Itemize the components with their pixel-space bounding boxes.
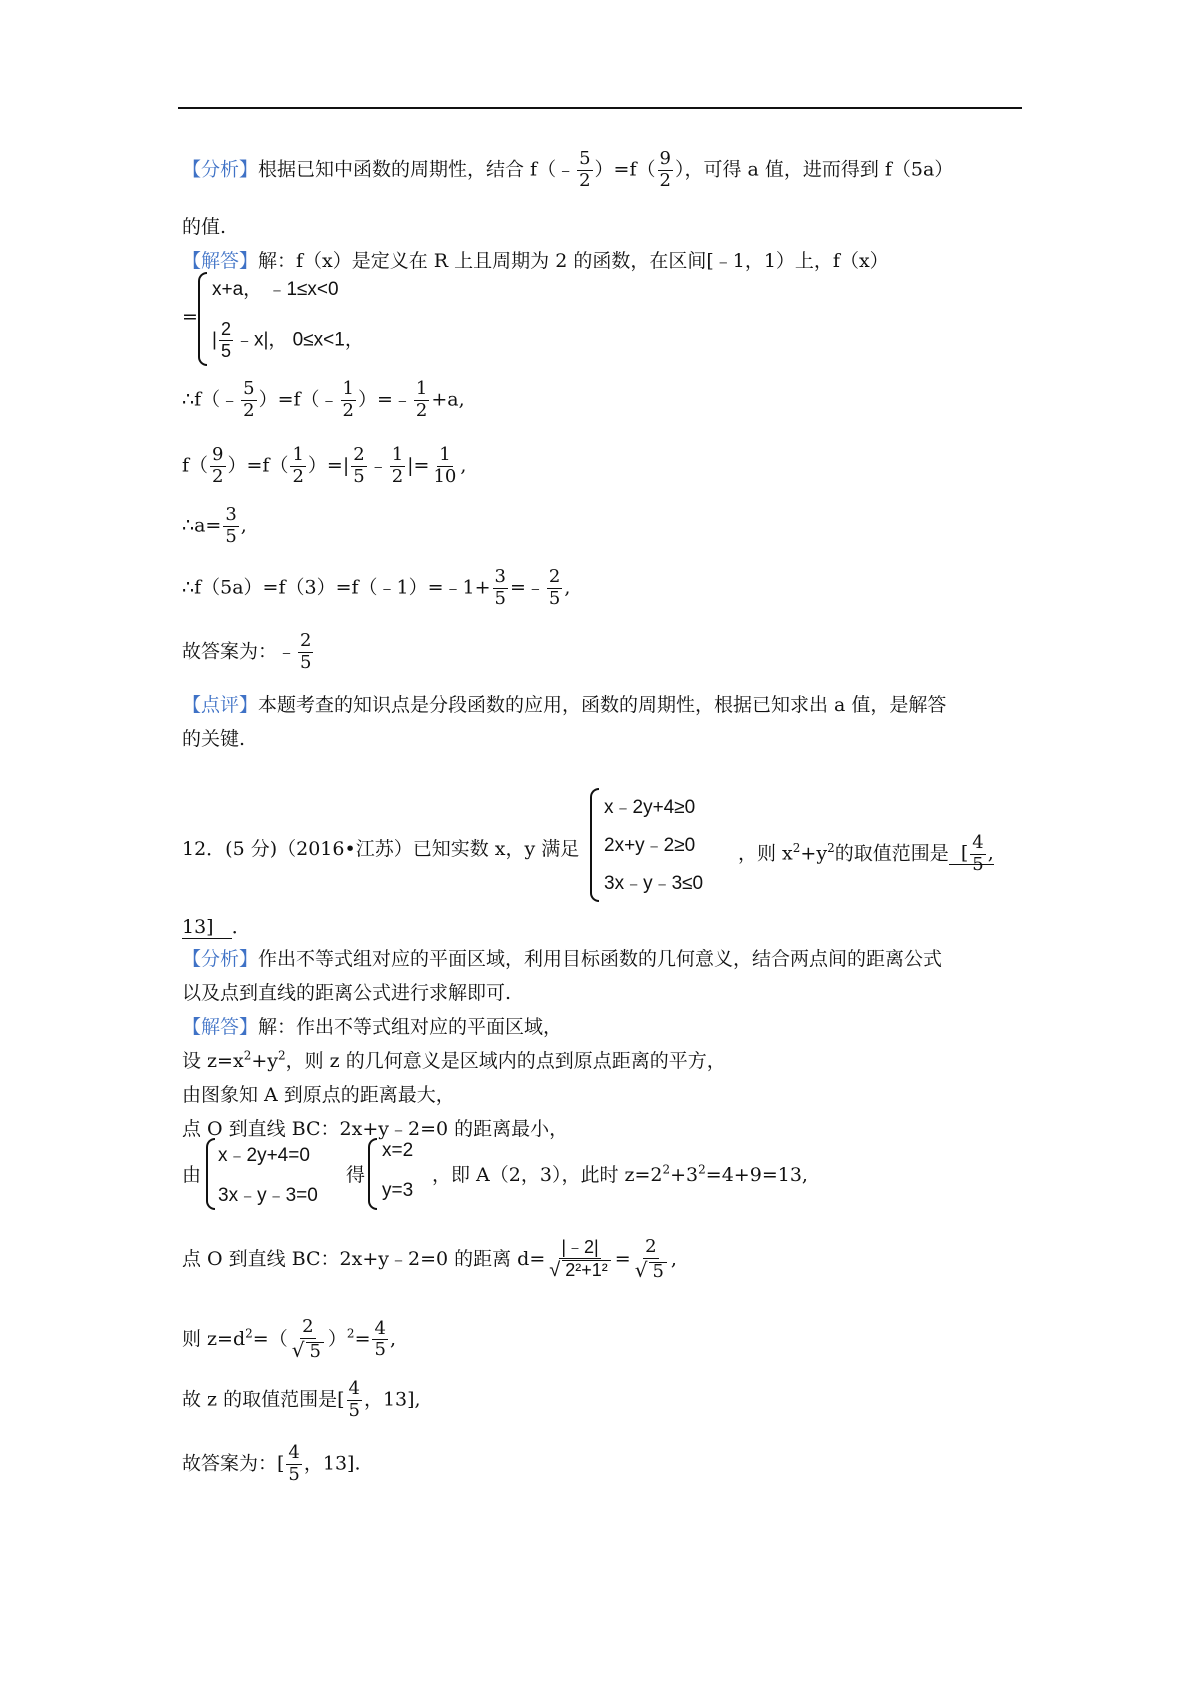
q11-final-answer: 故答案为：﹣ $\frac{2}{5}$	[182, 630, 312, 673]
system-ineq2: 2x+y﹣2≥0	[604, 835, 696, 856]
equation: 3x﹣y﹣3=0	[218, 1185, 318, 1206]
answer-blank: [ $\frac{4}{5}$ ,	[949, 842, 994, 865]
q11-comment-line2: 的关键.	[182, 728, 246, 750]
q12-stem-tail: ，则 $x^2+y^2$的取值范围是 [ $\frac{4}{5}$ ,	[738, 832, 994, 875]
q11-analysis	[182, 150, 1022, 191]
q12-line5-prefix: 由	[182, 1164, 202, 1186]
text: 得	[346, 1164, 366, 1186]
system-ineq1: x﹣2y+4≥0	[604, 797, 696, 818]
q12-line5-tail: ，即 A（2，3），此时 $z=2^2+3^2=4+9=13$,	[432, 1162, 808, 1186]
header-rule	[178, 107, 1022, 109]
fraction: $\frac{2}{5}$	[220, 319, 231, 361]
text: 根据已知中函数的周期性，结合 f（﹣	[258, 158, 576, 181]
q11-step4: ∴f（5a）=f（3）=f（﹣1）=﹣1+ $\frac{3}{5}$ =﹣ $\frac{2}{5}$ ,	[182, 566, 571, 609]
text: ）=f（	[594, 158, 656, 181]
answer-tag: 【解答】	[182, 1016, 259, 1038]
equation: x=2	[382, 1140, 414, 1161]
system-brace	[590, 788, 599, 902]
q12-line6: 点 O 到直线 BC：2x+y﹣2=0 的距离 d= $\frac{|﹣2|}{\text{√ 2²+1²}}$ = $\frac{2}{√ 5}$ ,	[182, 1236, 677, 1282]
q11-analysis-line2: 的值.	[182, 216, 227, 238]
q12-analysis-line2: 以及点到直线的距离公式进行求解即可.	[182, 982, 512, 1004]
analysis-tag: 【分析】	[182, 948, 259, 970]
system-brace	[368, 1138, 377, 1210]
fraction: $\frac{9}{2}$	[659, 148, 671, 191]
q12-final-answer: 故答案为：[ $\frac{4}{5}$ ，13].	[182, 1442, 361, 1485]
q11-answer-intro	[182, 246, 1022, 273]
q12-stem: 12．(5 分)（2016•江苏）已知实数 x，y 满足	[182, 838, 580, 860]
q12-blank-line2: 13] ．	[182, 916, 251, 938]
q11-step1: ∴f（﹣ $\frac{5}{2}$ ）=f（﹣ $\frac{1}{2}$ ）=﹣ $\frac{1}{2}$ +a,	[182, 378, 465, 421]
q12-line3: 由图象知 A 到原点的距离最大，	[182, 1084, 455, 1106]
left-brace	[198, 272, 207, 366]
answer-tag: 【解答】	[182, 250, 259, 272]
q11-step3: ∴a= $\frac{3}{5}$ ,	[182, 504, 247, 547]
piecewise-case1: x+a， ﹣1≤x<0	[212, 279, 339, 300]
equation: x﹣2y+4=0	[218, 1145, 310, 1166]
system-ineq3: 3x﹣y﹣3≤0	[604, 873, 704, 894]
q11-eq-sign: =	[182, 306, 198, 328]
q12-analysis: 【分析】作出不等式组对应的平面区域，利用目标函数的几何意义，结合两点间的距离公式	[182, 948, 943, 970]
q11-step2: f（ $\frac{9}{2}$ ）=f（ $\frac{1}{2}$ ）=| $\frac{2}{5}$ ﹣ $\frac{1}{2}$ |= $\frac{1}{10}$ ,	[182, 444, 467, 487]
system-brace	[206, 1138, 215, 1210]
q12-line8: 故 z 的取值范围是[ $\frac{4}{5}$ ，13],	[182, 1378, 421, 1421]
fraction: $\frac{5}{2}$	[579, 148, 591, 191]
analysis-tag: 【分析】	[182, 158, 259, 181]
equation: y=3	[382, 1180, 414, 1201]
q12-line7: 则 $z=d^2=$（ $\frac{2}{√ 5}$ ）$^2$= $\frac{4}{5}$ ,	[182, 1316, 396, 1362]
q12-line4: 点 O 到直线 BC：2x+y﹣2=0 的距离最小，	[182, 1118, 569, 1140]
q12-answer: 【解答】解：作出不等式组对应的平面区域，	[182, 1016, 563, 1038]
q12-line2: 设 $z=x^2+y^2$，则 z 的几何意义是区域内的点到原点距离的平方，	[182, 1048, 726, 1072]
text: 解：f（x）是定义在 R 上且周期为 2 的函数，在区间[﹣1，1）上，f（x）	[258, 250, 889, 272]
text: ），可得 a 值，进而得到 f（5a）	[674, 158, 954, 181]
q11-comment: 【点评】本题考查的知识点是分段函数的应用，函数的周期性，根据已知求出 a 值，是解答	[182, 694, 947, 716]
piecewise-case2: | $\frac{2}{5}$ ﹣x|， 0≤x<1，	[212, 319, 364, 361]
comment-tag: 【点评】	[182, 694, 259, 716]
